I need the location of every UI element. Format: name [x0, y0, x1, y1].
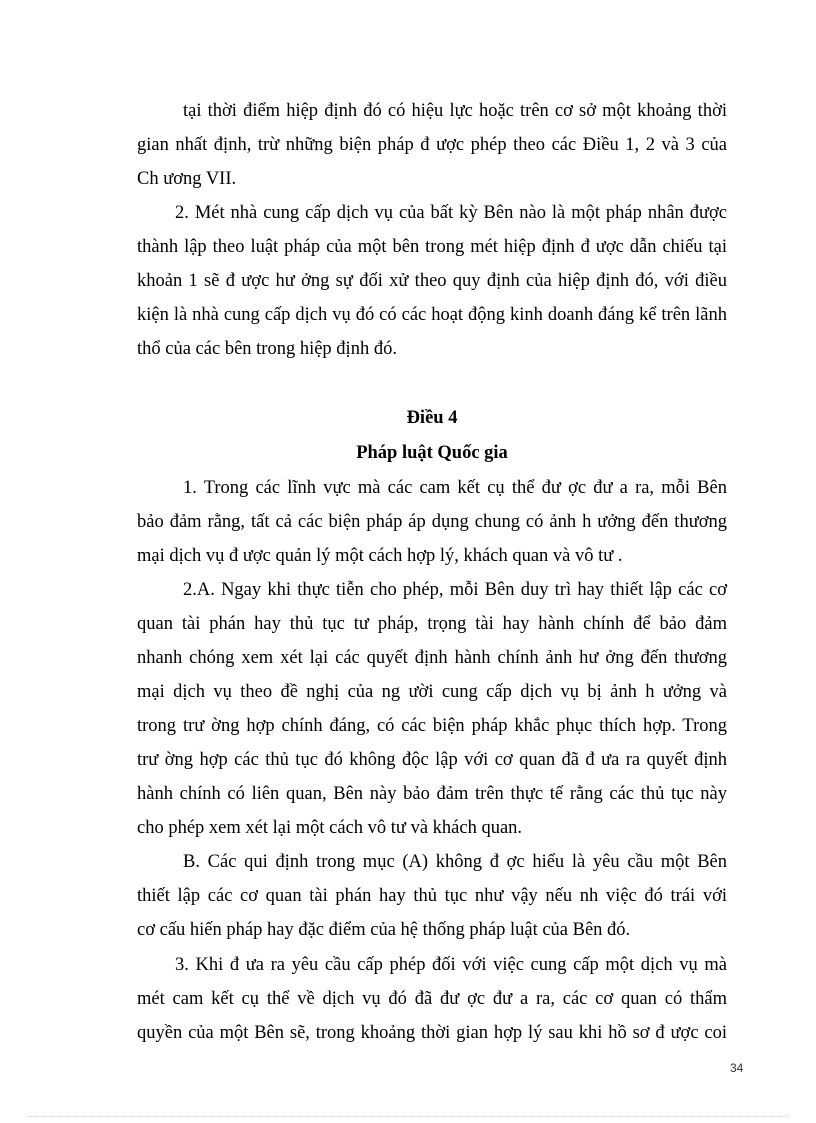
- text-line: khoản 1 sẽ đ ược hư ởng sự đối xử theo quy định của hiệp định đó, với điều: [137, 271, 727, 291]
- text-line: mại dịch vụ theo đề nghị của ng ười cung cấp dịch vụ bị ảnh h ưởng và: [137, 682, 727, 702]
- text-line: hành chính có liên quan, Bên này bảo đảm trên thực tế rằng các thủ tục này: [137, 784, 727, 804]
- text-line: 1. Trong các lĩnh vực mà các cam kết cụ thể đư ợc đư a ra, mỗi Bên: [183, 478, 727, 498]
- text-line: thiết lập các cơ quan tài phán hay thủ tục như vậy nếu nh việc đó trái với: [137, 886, 727, 906]
- text-line: gian nhất định, trừ những biện pháp đ ược phép theo các Điều 1, 2 và 3 của: [137, 135, 727, 155]
- text-line: 2. Mét nhà cung cấp dịch vụ của bất kỳ Bên nào là một pháp nhân được: [175, 203, 727, 223]
- text-line: mét cam kết cụ thể về dịch vụ đó đã đư ợc đư a ra, các cơ quan có thẩm: [137, 989, 727, 1009]
- text-line: tại thời điểm hiệp định đó có hiệu lực hoặc trên cơ sở một khoảng thời: [183, 101, 727, 121]
- text-line: kiện là nhà cung cấp dịch vụ đó có các hoạt động kinh doanh đáng kể trên lãnh: [137, 305, 727, 325]
- text-line: cho phép xem xét lại một cách vô tư và khách quan.: [137, 818, 523, 838]
- text-line: nhanh chóng xem xét lại các quyết định hành chính ảnh hư ởng đến thương: [137, 648, 727, 668]
- text-line: trư ờng hợp các thủ tục đó không độc lập với cơ quan đã đ ưa ra quyết định: [137, 750, 727, 770]
- text-line: mại dịch vụ đ ược quản lý một cách hợp lý, khách quan và vô tư .: [137, 546, 623, 566]
- page-number: 34: [730, 1061, 744, 1075]
- text-line: thổ của các bên trong hiệp định đó.: [137, 339, 397, 359]
- text-line: thành lập theo luật pháp của một bên trong mét hiệp định đ ược dẫn chiếu tại: [137, 237, 727, 257]
- article-title: Pháp luật Quốc gia: [356, 443, 508, 463]
- text-line: 2.A. Ngay khi thực tiễn cho phép, mỗi Bên duy trì hay thiết lập các cơ: [183, 580, 727, 600]
- text-line: B. Các qui định trong mục (A) không đ ợc hiểu là yêu cầu một Bên: [183, 852, 727, 872]
- text-line: trong trư ờng hợp chính đáng, có các biện pháp khắc phục thích hợp. Trong: [137, 716, 727, 736]
- text-line: Ch ương VII.: [137, 169, 237, 189]
- text-line: cơ cấu hiến pháp hay đặc điểm của hệ thống pháp luật của Bên đó.: [137, 920, 631, 940]
- text-line: 3. Khi đ ưa ra yêu cầu cấp phép đối với việc cung cấp một dịch vụ mà: [175, 955, 727, 975]
- text-line: quan tài phán hay thủ tục tư pháp, trọng tài hay hành chính để bảo đảm: [137, 614, 727, 634]
- text-line: quyền của một Bên sẽ, trong khoảng thời gian hợp lý sau khi hồ sơ đ ược coi: [137, 1023, 727, 1043]
- page-border: [28, 1116, 788, 1117]
- text-line: bảo đảm rằng, tất cả các biện pháp áp dụng chung có ảnh h ưởng đến thương: [137, 512, 727, 532]
- article-number: Điều 4: [406, 408, 458, 428]
